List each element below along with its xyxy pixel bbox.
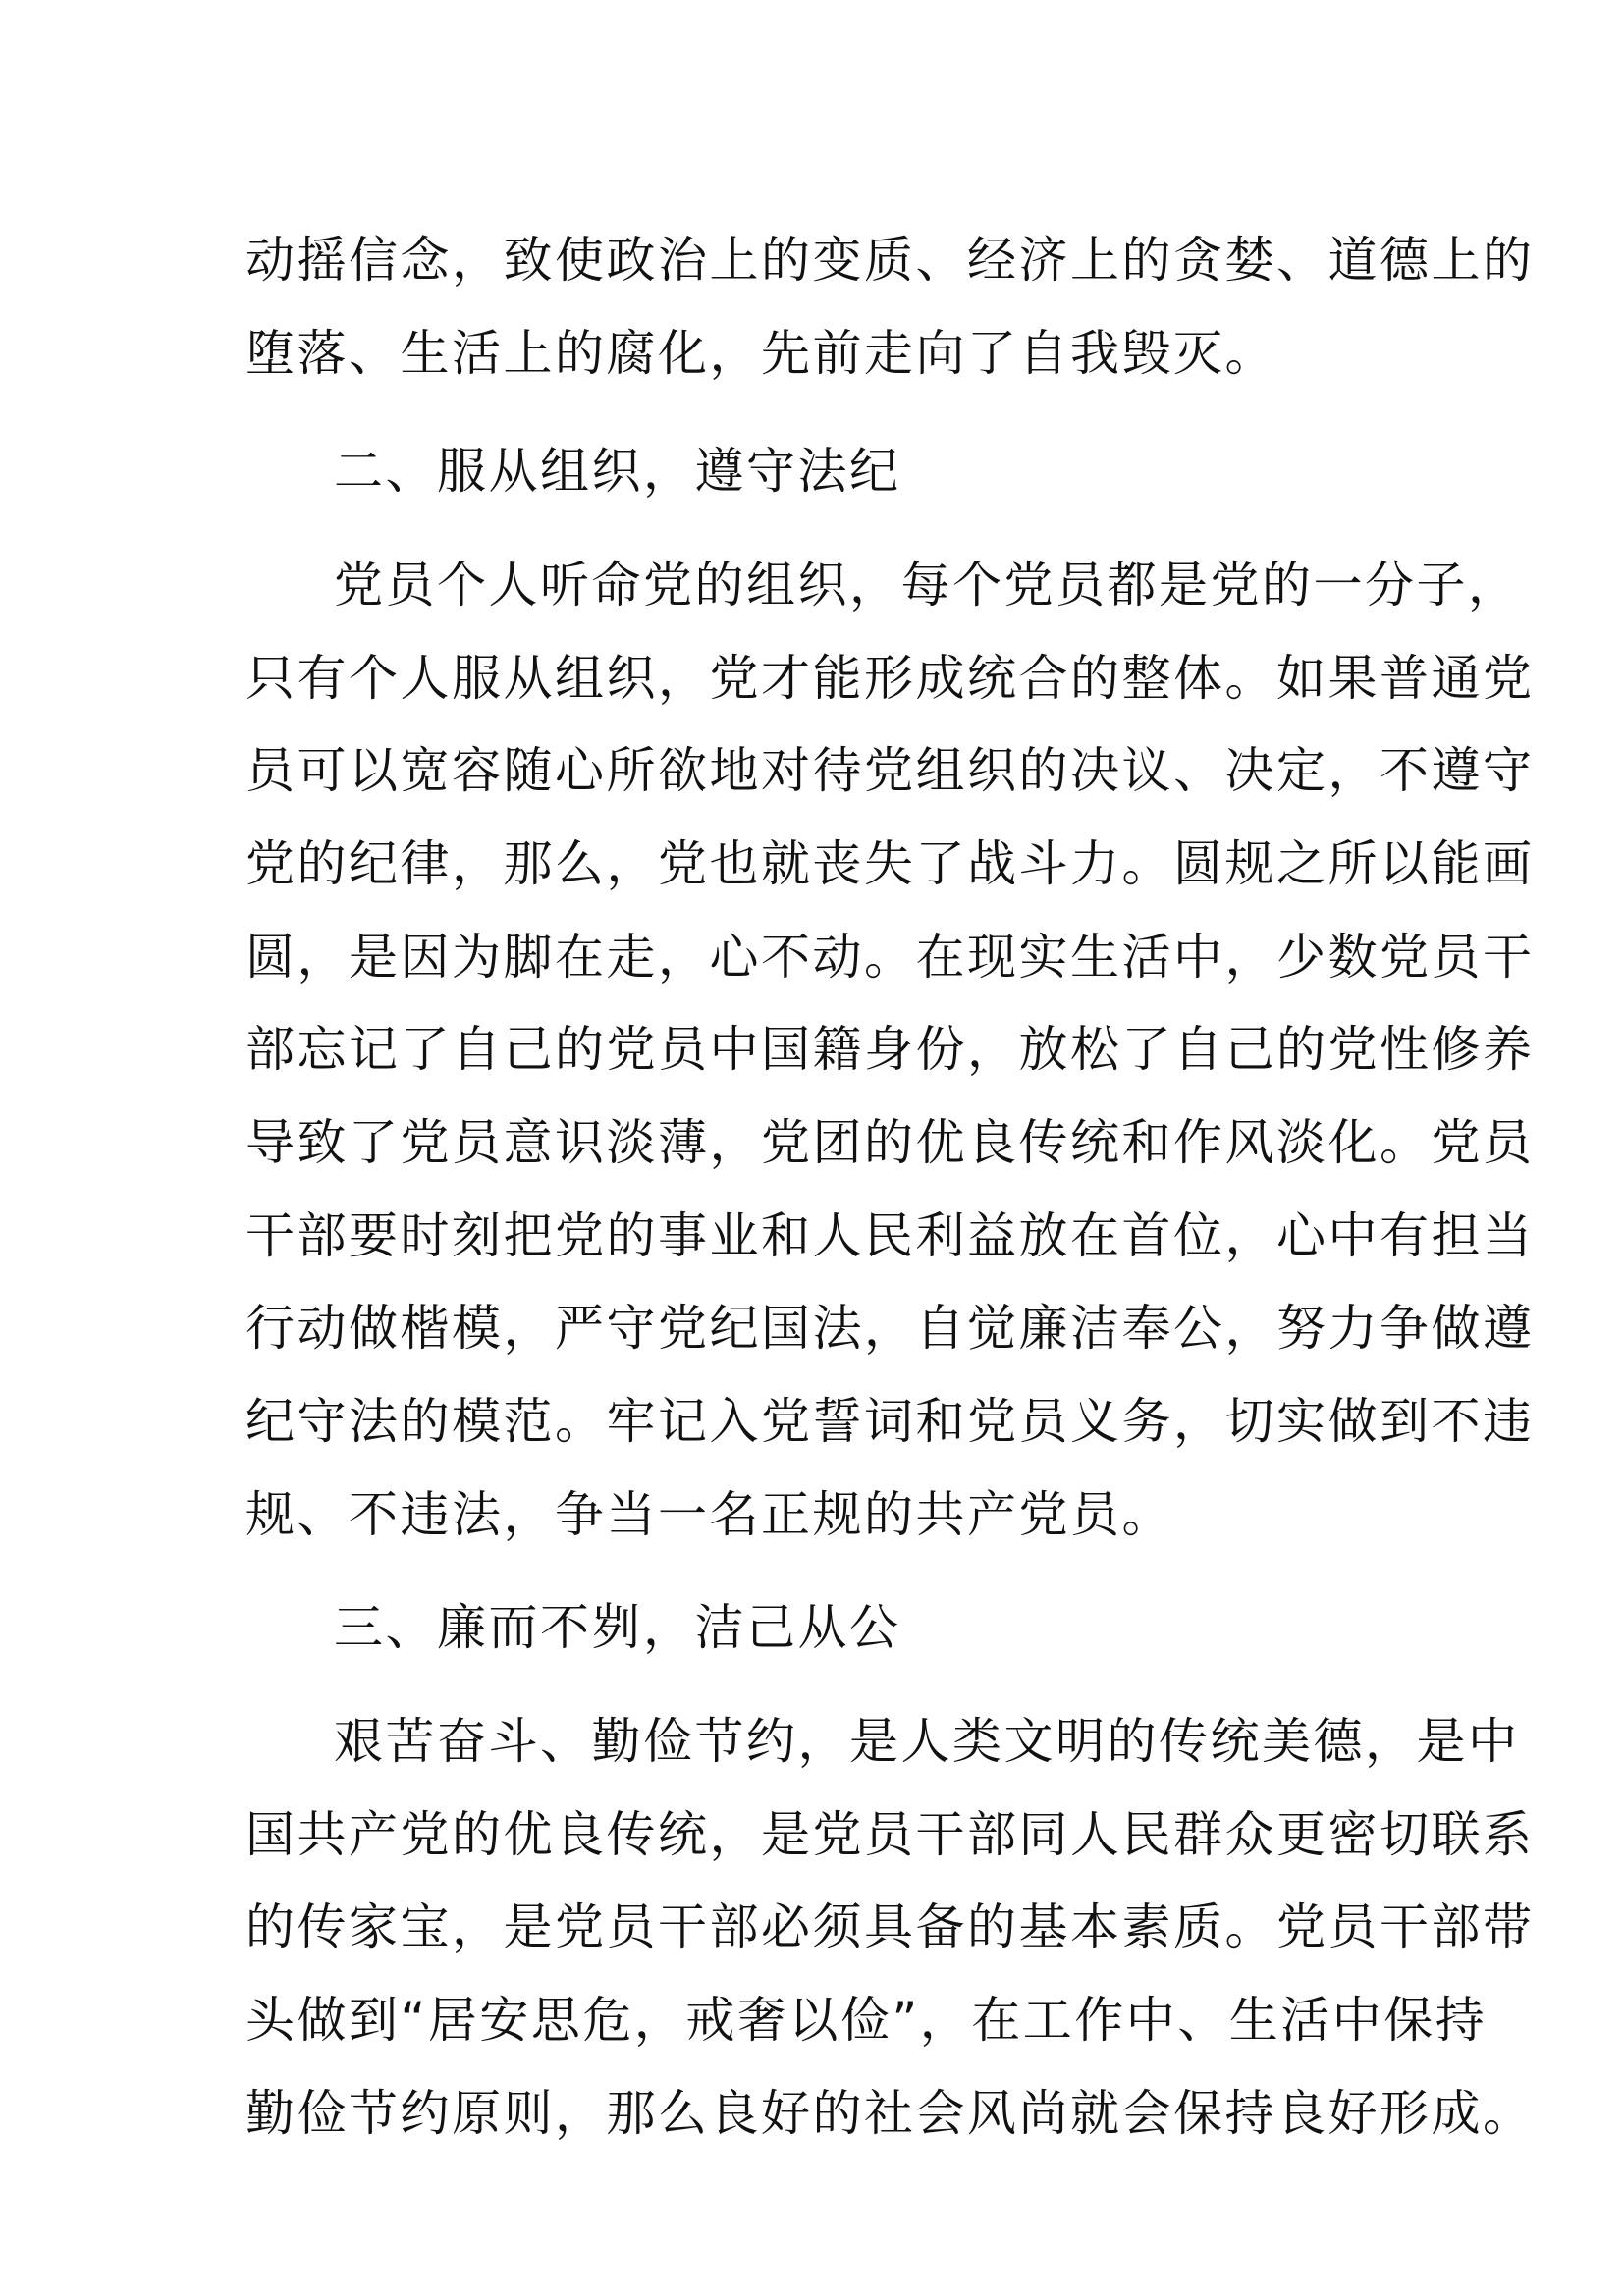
paragraph-line: 导致了党员意识淡薄，党团的优良传统和作风淡化。党员 (245, 1114, 1535, 1171)
paragraph-line: 行动做楷模，严守党纪国法，自觉廉洁奉公，努力争做遵 (245, 1300, 1535, 1357)
paragraph-line: 动摇信念，致使政治上的变质、经济上的贪婪、道德上的 (245, 232, 1535, 289)
paragraph-line: 干部要时刻把党的事业和人民利益放在首位，心中有担当 (245, 1207, 1535, 1264)
section-heading-2: 二、服从组织，遵守法纪 (334, 443, 901, 500)
paragraph-line: 部忘记了自己的党员中国籍身份，放松了自己的党性修养 (245, 1021, 1535, 1078)
paragraph-line: 的传家宝，是党员干部必须具备的基本素质。党员干部带 (245, 1898, 1535, 1955)
paragraph-line: 圆，是因为脚在走，心不动。在现实生活中，少数党员干 (245, 929, 1535, 986)
section-heading-3: 三、廉而不刿，洁己从公 (334, 1599, 901, 1656)
paragraph-line: 员可以宽容随心所欲地对待党组织的决议、决定，不遵守 (245, 742, 1535, 799)
paragraph-line: 纪守法的模范。牢记入党誓词和党员义务，切实做到不违 (245, 1393, 1535, 1450)
paragraph-line: 勤俭节约原则，那么良好的社会风尚就会保持良好形成。 (245, 2085, 1535, 2142)
paragraph-line: 头做到“居安思危，戒奢以俭”，在工作中、生活中保持 (245, 1992, 1488, 2049)
paragraph-line: 国共产党的优良传统，是党员干部同人民群众更密切联系 (245, 1806, 1535, 1863)
paragraph-line: 只有个人服从组织，党才能形成统合的整体。如果普通党 (245, 650, 1535, 707)
paragraph-line: 党员个人听命党的组织，每个党员都是党的一分子， (334, 557, 1520, 614)
paragraph-line: 堕落、生活上的腐化，先前走向了自我毁灭。 (245, 325, 1276, 382)
paragraph-line: 规、不违法，争当一名正规的共产党员。 (245, 1486, 1173, 1543)
paragraph-line: 党的纪律，那么，党也就丧失了战斗力。圆规之所以能画 (245, 835, 1535, 892)
paragraph-line: 艰苦奋斗、勤俭节约，是人类文明的传统美德，是中 (334, 1713, 1520, 1770)
